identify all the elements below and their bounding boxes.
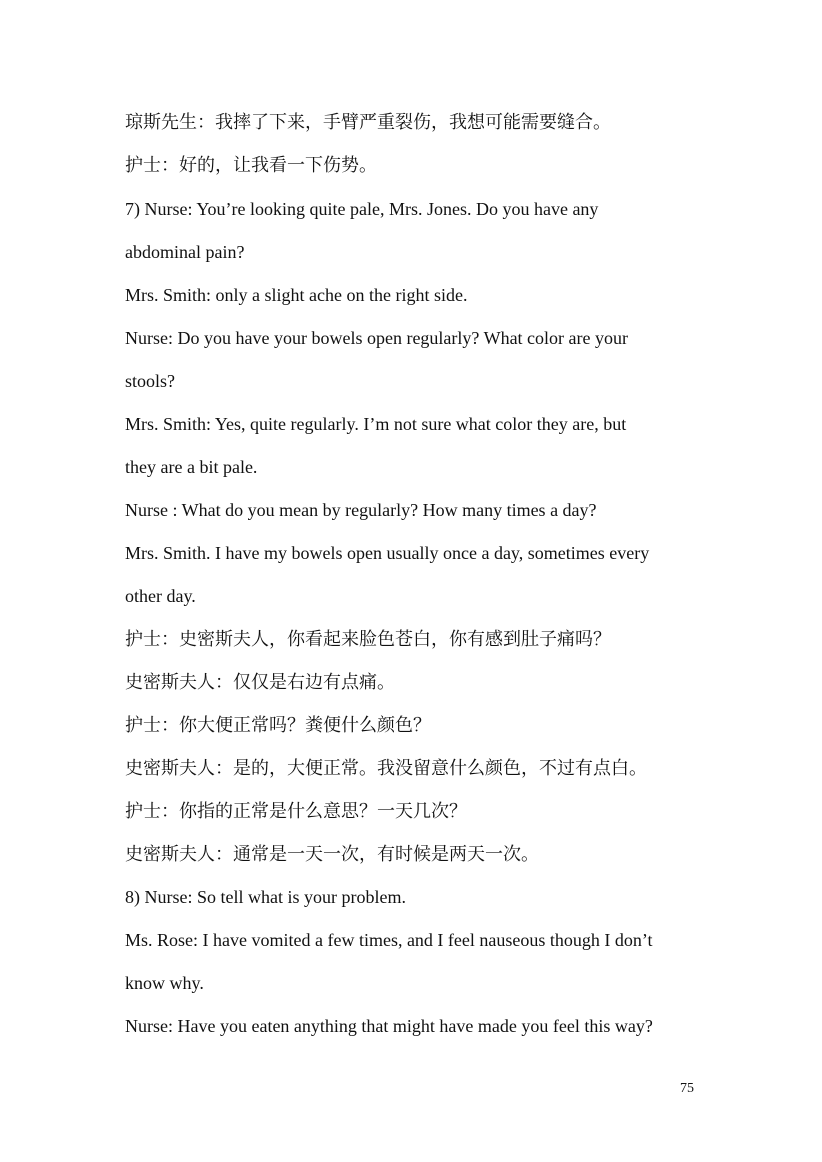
- text-line: Nurse : What do you mean by regularly? How many times a day?: [125, 500, 597, 520]
- text-line: 7) Nurse: You’re looking quite pale, Mrs. Jones. Do you have any: [125, 199, 599, 219]
- text-line: know why.: [125, 973, 204, 993]
- text-line: stools?: [125, 371, 176, 391]
- text-line: 史密斯夫人：通常是一天一次，有时候是两天一次。: [125, 844, 539, 864]
- text-line: 护士：史密斯夫人，你看起来脸色苍白，你有感到肚子痛吗？: [125, 629, 611, 649]
- text-line: abdominal pain?: [125, 242, 245, 262]
- page-number: 75: [680, 1081, 694, 1096]
- text-line: 史密斯夫人：仅仅是右边有点痛。: [125, 672, 395, 692]
- text-line: they are a bit pale.: [125, 457, 258, 477]
- text-line: other day.: [125, 586, 196, 606]
- text-line: 护士：好的，让我看一下伤势。: [125, 155, 377, 175]
- text-line: 史密斯夫人：是的，大便正常。我没留意什么颜色，不过有点白。: [125, 758, 647, 778]
- text-line: Nurse: Have you eaten anything that might have made you feel this way?: [125, 1016, 653, 1036]
- text-line: Mrs. Smith: Yes, quite regularly. I’m not sure what color they are, but: [125, 414, 627, 434]
- text-line: Mrs. Smith: only a slight ache on the right side.: [125, 285, 468, 305]
- text-line: 琼斯先生：我摔了下来，手臂严重裂伤，我想可能需要缝合。: [125, 112, 611, 132]
- text-line: Nurse: Do you have your bowels open regularly? What color are your: [125, 328, 629, 348]
- text-line: Mrs. Smith. I have my bowels open usually once a day, sometimes every: [125, 543, 650, 563]
- text-line: 护士：你指的正常是什么意思？一天几次？: [125, 801, 467, 821]
- text-line: Ms. Rose: I have vomited a few times, and I feel nauseous though I don’t: [125, 930, 653, 950]
- text-line: 护士：你大便正常吗？粪便什么颜色？: [125, 715, 431, 735]
- text-line: 8) Nurse: So tell what is your problem.: [125, 887, 406, 907]
